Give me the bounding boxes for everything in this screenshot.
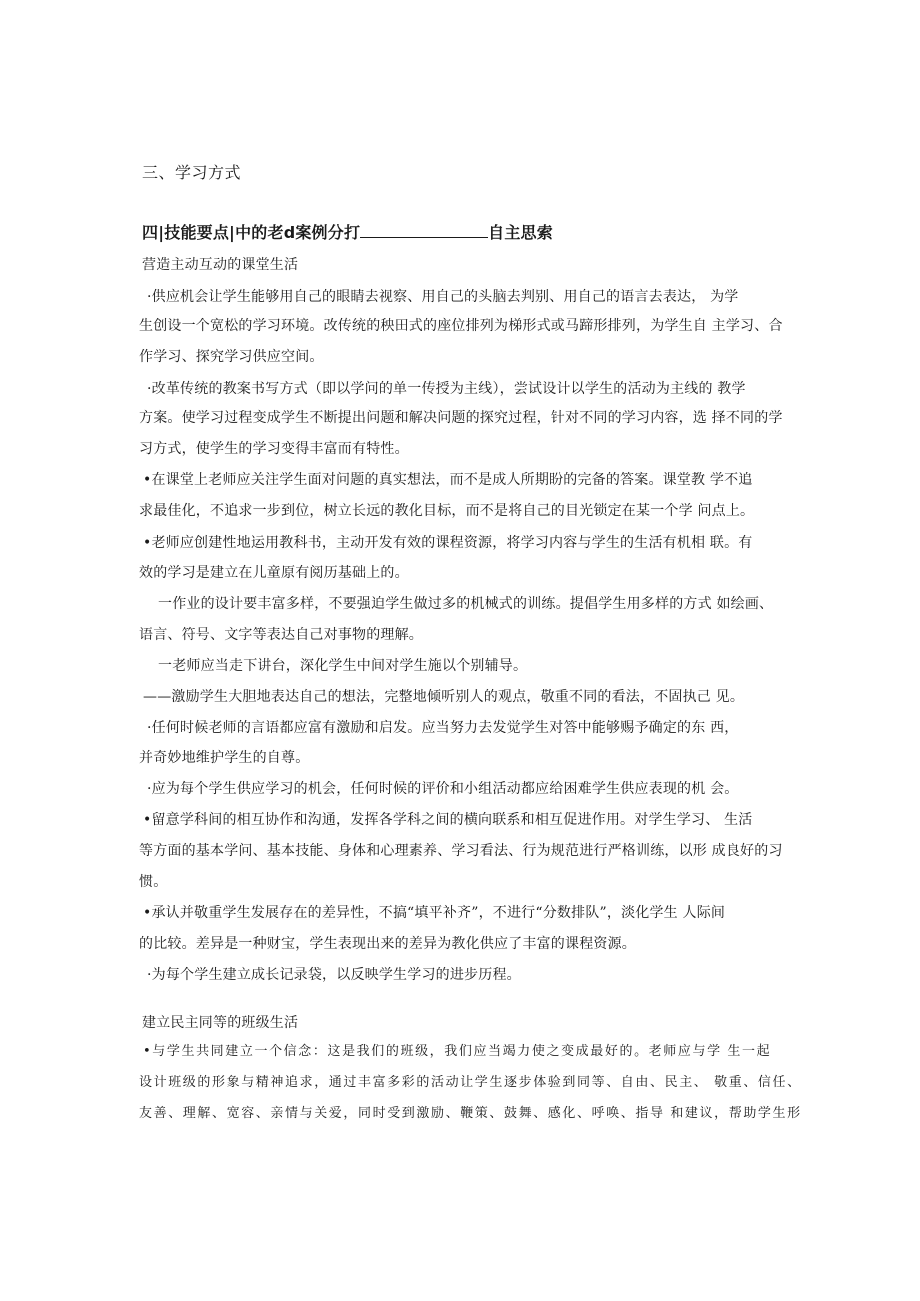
text-line: 作学习、探究学习供应空间。 <box>139 349 324 365</box>
text-line: 习方式，使学生的学习变得丰富而有特性。 <box>139 441 409 457</box>
text-line: 生创设一个宽松的学习环境。改传统的秧田式的座位排列为梯形式或马蹄形排列，为学生自 主学习、合 <box>139 318 783 334</box>
text-line: •承认并敬重学生发展存在的差异性，不搞“填平补齐”，不进行“分数排队”，淡化学生 人际间 <box>143 905 726 921</box>
text-line: ·供应机会让学生能够用自己的眼睛去视察、用自己的头脑去判别、用自己的语言去表达， 为学 <box>147 289 739 305</box>
text-line: •在课堂上老师应关注学生面对问题的真实想法，而不是成人所期盼的完备的答案。课堂教 学不追 <box>143 472 753 488</box>
text-line: 友善、理解、宽容、亲情与关爱，同时受到激励、鞭策、鼓舞、感化、呼唤、指导 和建议，帮助学生形 <box>139 1106 802 1121</box>
text-line: 语言、符号、文字等表达自己对事物的理解。 <box>139 627 423 643</box>
heading-left: 四|技能要点|中的老d案例分打 <box>142 223 361 242</box>
text-line: 一老师应当走下讲台，深化学生中间对学生施以个别辅导。 <box>158 658 528 674</box>
text-line: 求最佳化，不追求一步到位，树立长远的教化目标，而不是将自己的目光锁定在某一个学 问点上。 <box>139 503 755 519</box>
text-line: ——激励学生大胆地表达自己的想法，完整地倾听别人的观点，敬重不同的看法，不固执己 见。 <box>143 689 745 705</box>
text-line: •留意学科间的相互协作和沟通，发挥各学科之间的横向联系和相互促进作用。对学生学习、 生活 <box>143 812 753 828</box>
text-line: •老师应创建性地运用教科书，主动开发有效的课程资源，将学习内容与学生的生活有机相 联。有 <box>143 535 753 551</box>
heading-right: 自主思索 <box>488 223 553 242</box>
text-line: ·改革传统的教案书写方式（即以学问的单一传授为主线），尝试设计以学生的活动为主线的 教学 <box>147 381 746 397</box>
heading-row <box>142 223 553 244</box>
text-line: 并奇妙地维护学生的自尊。 <box>139 750 310 766</box>
text-line: ·任何时候老师的言语都应富有激励和启发。应当努力去发觉学生对答中能够赐予确定的东 西， <box>147 720 739 736</box>
text-line: ·为每个学生建立成长记录袋，以反映学生学习的进步历程。 <box>147 967 521 983</box>
section-title: 三、学习方式 <box>142 163 242 182</box>
text-line: 的比较。差异是一种财宝，学生表现出来的差异为教化供应了丰富的课程资源。 <box>139 936 636 952</box>
text-line: 设计班级的形象与精神追求，通过丰富多彩的活动让学生逐步体验到同等、自由、民主、 敬重、信任、 <box>139 1075 802 1090</box>
text-line: 惯。 <box>139 874 168 890</box>
text-line: 一作业的设计要丰富多样，不要强迫学生做过多的机械式的训练。提倡学生用多样的方式 如绘画、 <box>158 596 774 612</box>
text-line: 等方面的基本学问、基本技能、身体和心理素养、学习看法、行为规范进行严格训练，以形 成良好的习 <box>139 843 783 859</box>
text-line: ·应为每个学生供应学习的机会，任何时候的评价和小组活动都应给困难学生供应表现的机 会。 <box>147 781 739 797</box>
text-line: 效的学习是建立在儿童原有阅历基础上的。 <box>139 565 409 581</box>
heading-underline <box>360 223 488 238</box>
subsection-heading-classroom: 营造主动互动的课堂生活 <box>142 257 299 273</box>
subsection-heading-class-life: 建立民主同等的班级生活 <box>142 1015 299 1031</box>
text-line: 方案。使学习过程变成学生不断提出问题和解决问题的探究过程，针对不同的学习内容，选 择不同的学 <box>139 410 783 426</box>
text-line: •与学生共同建立一个信念：这是我们的班级，我们应当竭力使之变成最好的。老师应与学 生一起 <box>143 1044 772 1059</box>
